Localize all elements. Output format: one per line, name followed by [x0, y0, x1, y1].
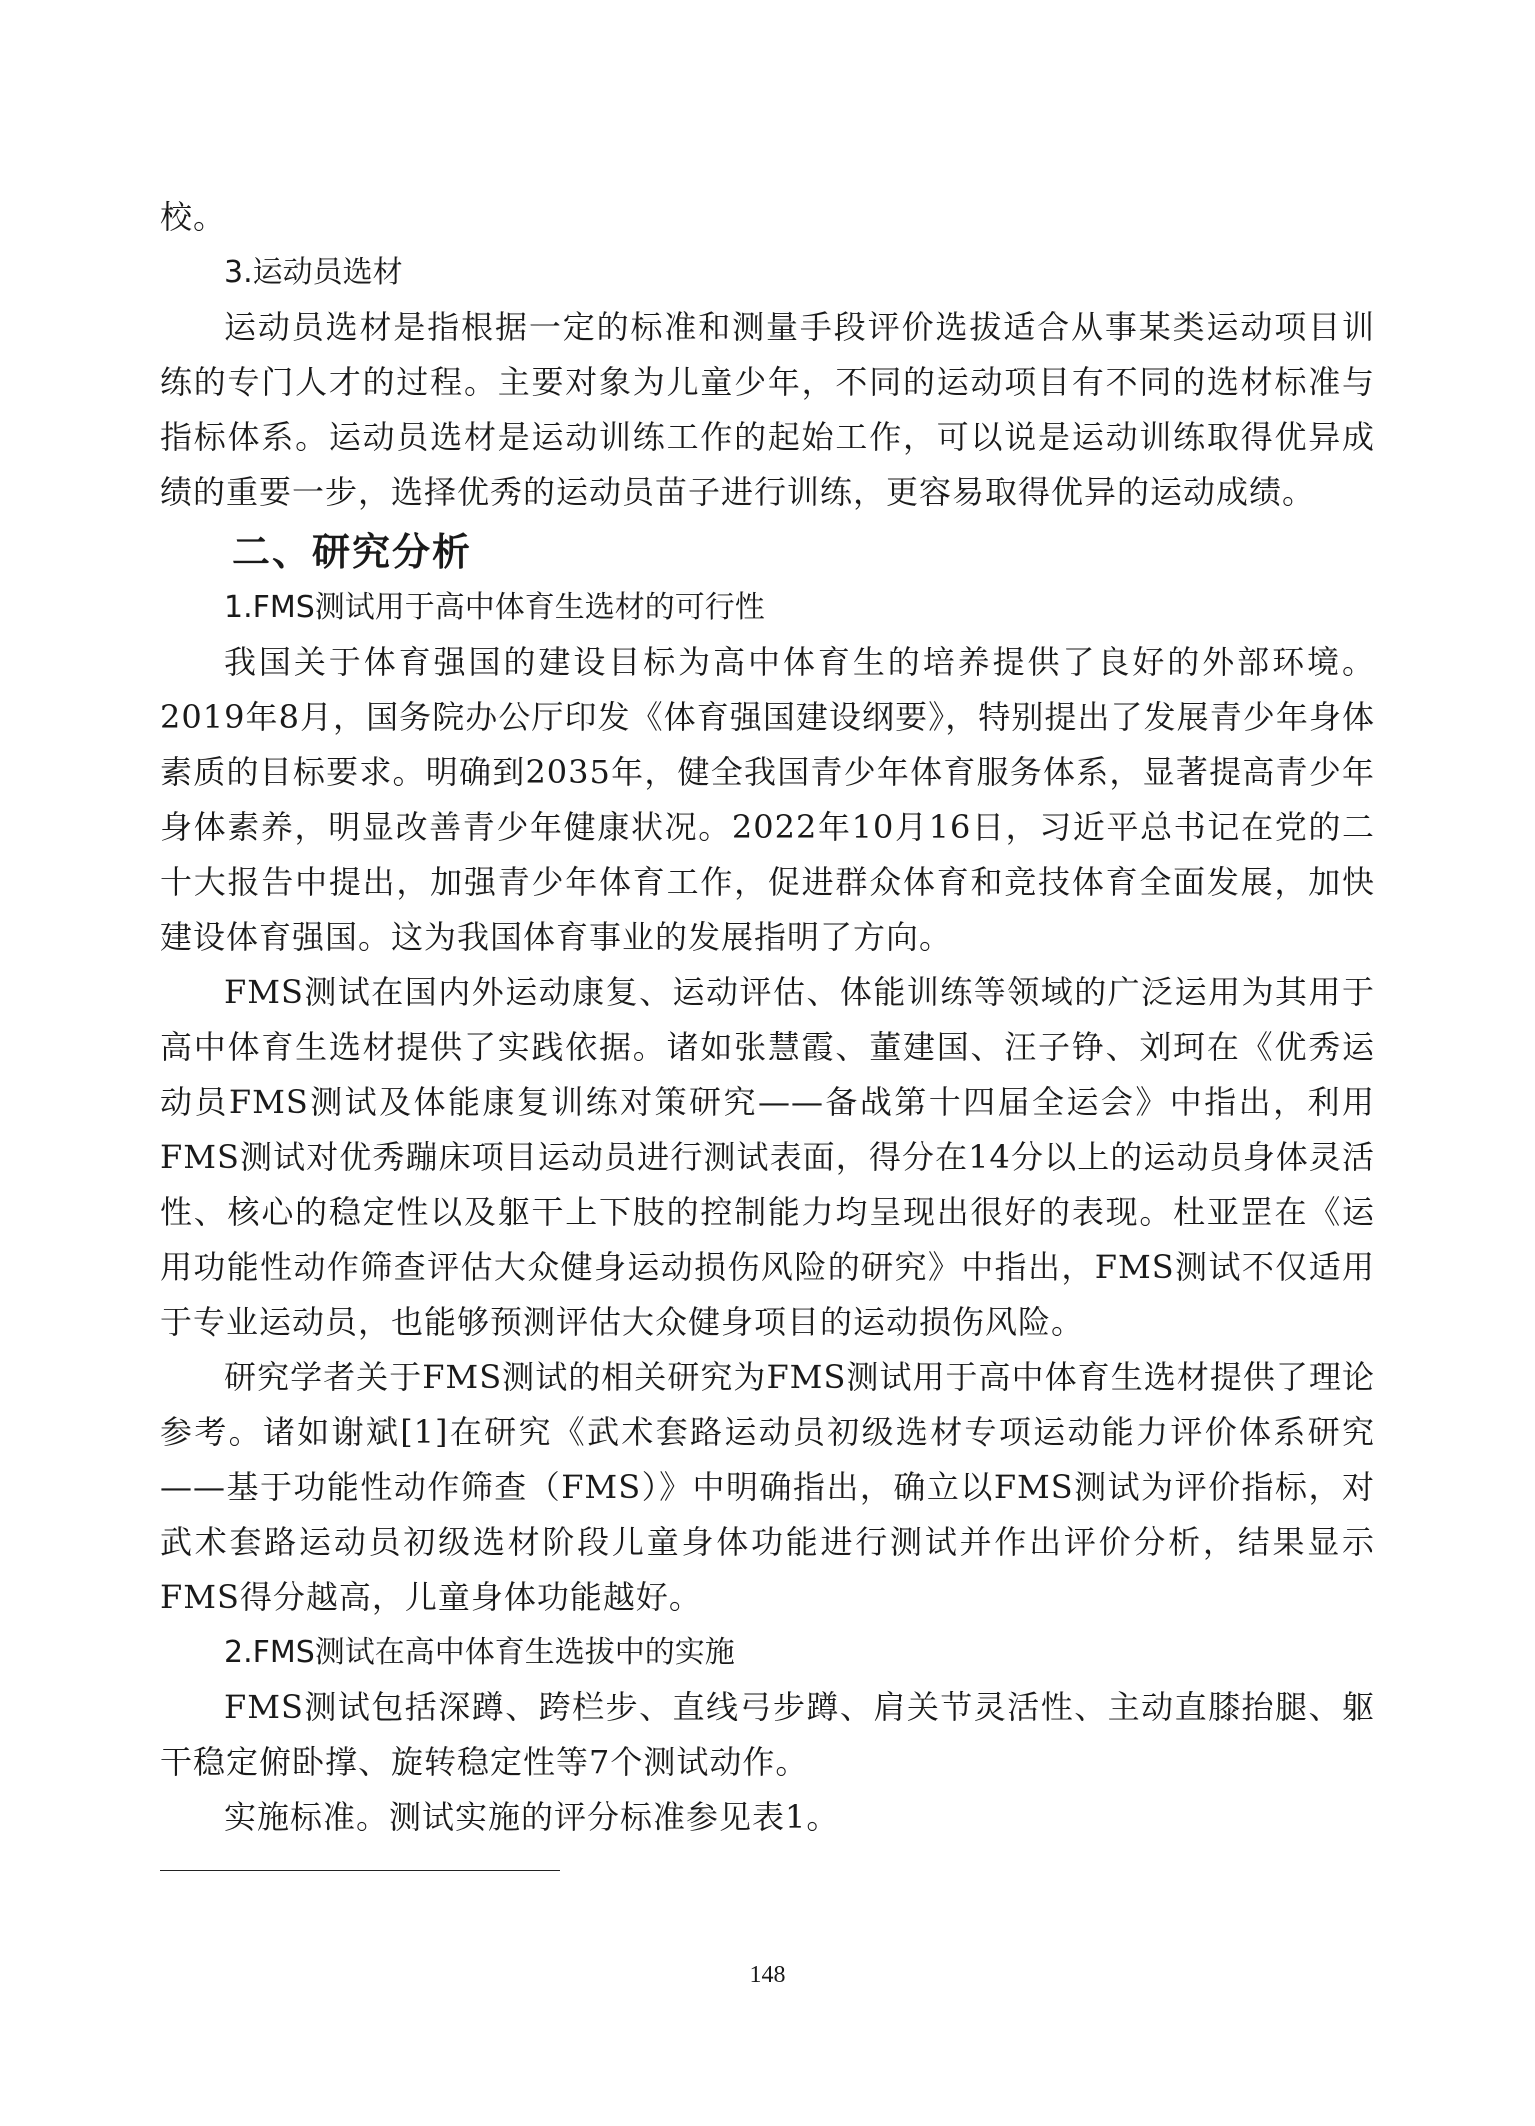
paragraph-feasibility-theory: 研究学者关于FMS测试的相关研究为FMS测试用于高中体育生选材提供了理论参考。诸如谢斌[1]在研究《武术套路运动员初级选材专项运动能力评价体系研究——基于功能性动作筛查（FMS）》中明确指出，确立以FMS测试为评价指标，对武术套路运动员初级选材阶段儿童身体功能进行测试并作出评价分析，结果显示FMS得分越高，儿童身体功能越好。 — [160, 1358, 1375, 1616]
section-heading-research-analysis: 二、研究分析 — [232, 530, 473, 574]
document-page — [160, 190, 1375, 1845]
subheading-athlete-selection: 3.运动员选材 — [224, 255, 403, 290]
subheading-feasibility: 1.FMS测试用于高中体育生选材的可行性 — [224, 590, 765, 625]
paragraph-continuation: 校。 — [160, 198, 227, 236]
paragraph-athlete-selection: 运动员选材是指根据一定的标准和测量手段评价选拔适合从事某类运动项目训练的专门人才的过程。主要对象为儿童少年，不同的运动项目有不同的选材标准与指标体系。运动员选材是运动训练工作的起始工作，可以说是运动训练取得优异成绩的重要一步，选择优秀的运动员苗子进行训练，更容易取得优异的运动成绩。 — [160, 308, 1375, 511]
paragraph-implementation-tests: FMS测试包括深蹲、跨栏步、直线弓步蹲、肩关节灵活性、主动直膝抬腿、躯干稳定俯卧撑、旋转稳定性等7个测试动作。 — [160, 1688, 1375, 1781]
paragraph-feasibility-practice: FMS测试在国内外运动康复、运动评估、体能训练等领域的广泛运用为其用于高中体育生选材提供了实践依据。诸如张慧霞、董建国、汪子铮、刘珂在《优秀运动员FMS测试及体能康复训练对策研究——备战第十四届全运会》中指出，利用FMS测试对优秀蹦床项目运动员进行测试表面，得分在14分以上的运动员身体灵活性、核心的稳定性以及躯干上下肢的控制能力均呈现出很好的表现。杜亚罡在《运用功能性动作筛查评估大众健身运动损伤风险的研究》中指出，FMS测试不仅适用于专业运动员，也能够预测评估大众健身项目的运动损伤风险。 — [160, 973, 1375, 1341]
paragraph-implementation-standard: 实施标准。测试实施的评分标准参见表1。 — [224, 1798, 840, 1836]
footnote-divider — [160, 1870, 560, 1871]
page-number: 148 — [749, 1962, 786, 1988]
paragraph-feasibility-policy: 我国关于体育强国的建设目标为高中体育生的培养提供了良好的外部环境。2019年8月，国务院办公厅印发《体育强国建设纲要》，特别提出了发展青少年身体素质的目标要求。明确到2035年，健全我国青少年体育服务体系，显著提高青少年身体素养，明显改善青少年健康状况。2022年10月16日，习近平总书记在党的二十大报告中提出，加强青少年体育工作，促进群众体育和竞技体育全面发展，加快建设体育强国。这为我国体育事业的发展指明了方向。 — [160, 643, 1375, 956]
subheading-implementation: 2.FMS测试在高中体育生选拔中的实施 — [224, 1635, 735, 1670]
